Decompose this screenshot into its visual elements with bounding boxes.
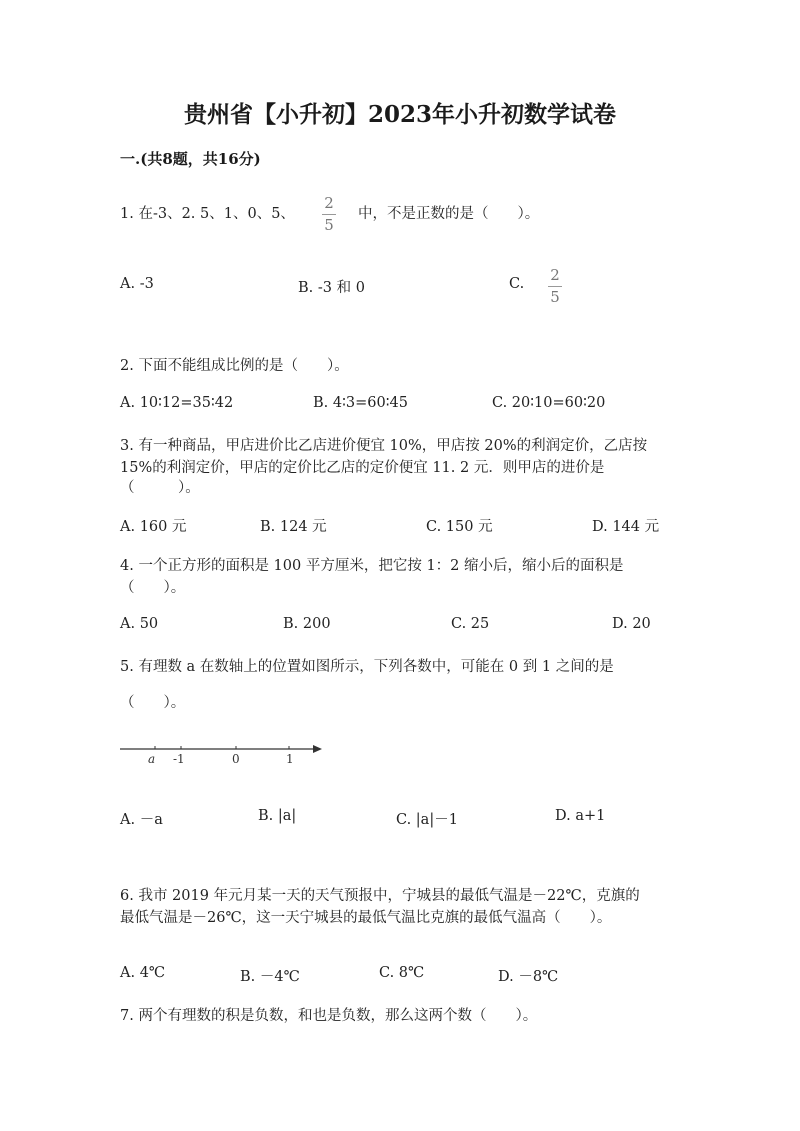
question-3-option-b[interactable]: B. 124 元 [260, 519, 327, 535]
fraction-denominator: 5 [322, 214, 336, 233]
question-1-option-a[interactable]: A. -3 [120, 276, 154, 292]
question-6-option-d[interactable]: D. －8℃ [498, 969, 559, 985]
question-4-line-2: （ ）。 [120, 580, 186, 596]
question-5-option-c[interactable]: C. |a|－1 [396, 812, 458, 828]
question-3-option-d[interactable]: D. 144 元 [592, 519, 660, 535]
axis-label-minus-1: -1 [173, 752, 185, 766]
question-6-line-2: 最低气温是－26℃，这一天宁城县的最低气温比克旗的最低气温高（ ）。 [120, 910, 612, 926]
question-1-option-c[interactable]: C. [509, 276, 525, 292]
fraction-numerator: 2 [324, 194, 334, 212]
question-1-stem-part2: 中，不是正数的是（ ）。 [358, 206, 540, 222]
question-4-option-d[interactable]: D. 20 [612, 616, 651, 632]
question-5-line-2: （ ）。 [120, 695, 186, 711]
question-3-option-a[interactable]: A. 160 元 [120, 519, 187, 535]
fraction-numerator: 2 [550, 266, 560, 284]
question-2-option-b[interactable]: B. 4∶3=60∶45 [313, 395, 408, 411]
question-2-option-a[interactable]: A. 10∶12=35∶42 [120, 395, 234, 411]
question-5-line-1: 5. 有理数 a 在数轴上的位置如图所示，下列各数中，可能在 0 到 1 之间的是 [120, 659, 614, 675]
axis-label-1: 1 [286, 752, 294, 766]
question-2-option-c[interactable]: C. 20∶10=60∶20 [492, 395, 606, 411]
question-3-option-c[interactable]: C. 150 元 [426, 519, 493, 535]
fraction-denominator: 5 [548, 286, 562, 305]
exam-title: 贵州省【小升初】2023年小升初数学试卷 [183, 101, 616, 128]
question-1-option-b[interactable]: B. -3 和 0 [298, 280, 365, 296]
question-5-option-d[interactable]: D. a+1 [555, 808, 606, 824]
section-heading: 一.(共8题，共16分) [120, 150, 261, 168]
question-3-line-1: 3. 有一种商品，甲店进价比乙店进价便宜 10%，甲店按 20%的利润定价，乙店按 [120, 438, 648, 454]
question-4-option-a[interactable]: A. 50 [120, 616, 159, 632]
question-2-stem: 2. 下面不能组成比例的是（ ）。 [120, 358, 349, 374]
question-3-line-2: 15%的利润定价，甲店的定价比乙店的定价便宜 11. 2 元．则甲店的进价是 [120, 460, 605, 476]
question-6-line-1: 6. 我市 2019 年元月某一天的天气预报中，宁城县的最低气温是－22℃，克旗的 [120, 888, 640, 904]
question-1-stem-part1: 1. 在-3、2. 5、1、0、5、 [120, 206, 295, 222]
question-5-option-a[interactable]: A. －a [120, 812, 163, 828]
question-3-line-3: （ ）。 [120, 480, 200, 496]
question-5-option-b[interactable]: B. |a| [258, 808, 297, 824]
question-4-line-1: 4. 一个正方形的面积是 100 平方厘米，把它按 1：2 缩小后，缩小后的面积是 [120, 558, 624, 574]
question-6-option-a[interactable]: A. 4℃ [120, 965, 166, 981]
question-4-option-c[interactable]: C. 25 [451, 616, 490, 632]
axis-label-a: a [148, 752, 156, 766]
question-4-option-b[interactable]: B. 200 [283, 616, 331, 632]
question-7-stem: 7. 两个有理数的积是负数，和也是负数，那么这两个数（ ）。 [120, 1008, 538, 1024]
question-1-fraction [322, 196, 336, 233]
question-6-option-b[interactable]: B. －4℃ [240, 969, 300, 985]
question-1-option-c-fraction [548, 268, 562, 305]
axis-label-0: 0 [232, 752, 240, 766]
question-6-option-c[interactable]: C. 8℃ [379, 965, 425, 981]
number-line-arrow [313, 745, 322, 753]
